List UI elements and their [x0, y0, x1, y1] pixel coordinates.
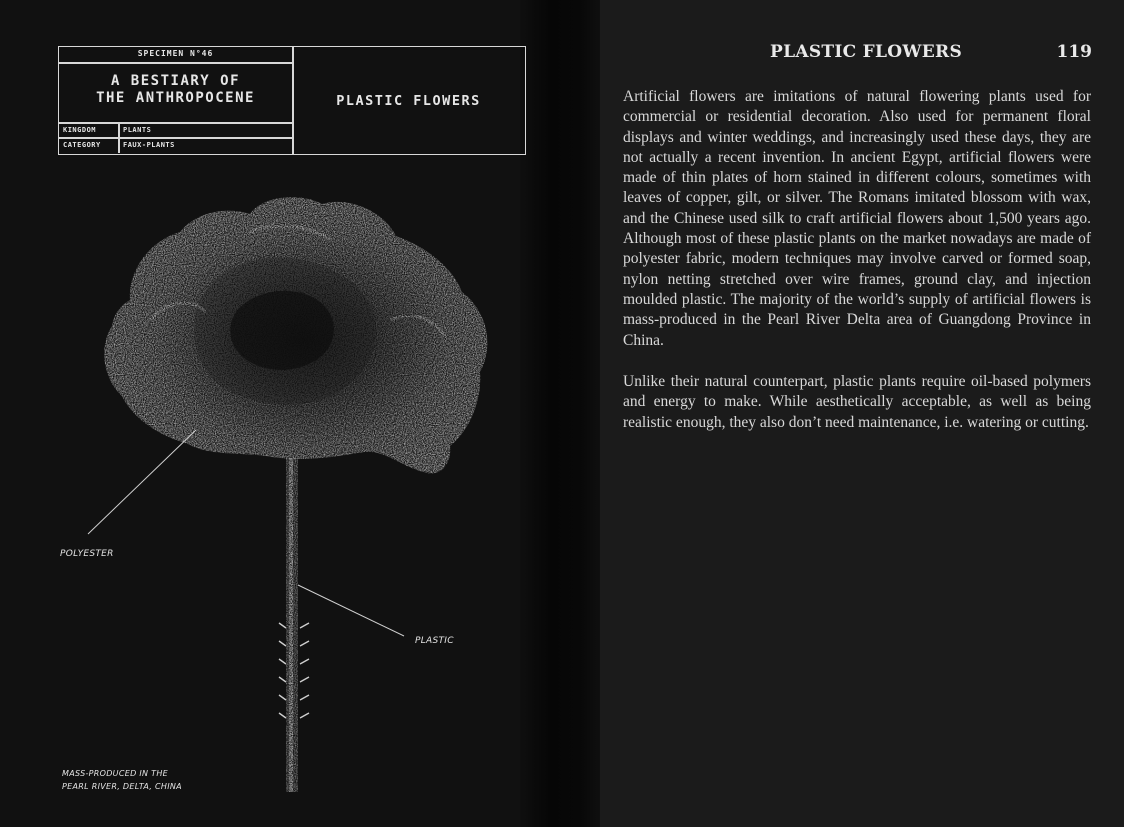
page-number: 119	[1056, 42, 1092, 62]
book-title-line: THE ANTHROPOCENE	[96, 90, 255, 106]
kingdom-value: PLANTS	[123, 126, 152, 134]
specimen-name: PLASTIC FLOWERS	[336, 92, 481, 109]
annotation-polyester: POLYESTER	[60, 549, 114, 559]
flower-stem	[286, 458, 298, 792]
category-label: CATEGORY	[63, 141, 101, 149]
body-paragraph: Artificial flowers are imitations of natural flowering plants used for commercial or residential decoration. Also used for permanent floral displays and winter weddings, and increasingly used these days, they are not actually a recent invention. In ancient Egypt, artificial flowers were made of thin plates of horn stained in different colours, sometimes with leaves of copper, gilt, or silver. The Romans imitated blossom with wax, and the Chinese used silk to craft artificial flowers about 1,500 years ago. Although most of these plastic plants on the market nowadays are made of polyester fabric, modern techniques may involve carved or formed soap, nylon netting stretched over wire frames, ground clay, and injection moulded plastic. The majority of the world’s supply of artificial flowers is mass-produced in the Pearl River Delta area of Guangdong Province in China.	[623, 88, 1091, 349]
annotation-origin-line: PEARL RIVER, DELTA, CHINA	[62, 782, 182, 791]
flower-head	[104, 197, 487, 473]
annotation-origin-line: MASS-PRODUCED IN THE	[62, 769, 169, 778]
annotation-plastic: PLASTIC	[415, 636, 454, 646]
annotation-leader-lines	[88, 430, 404, 636]
kingdom-label: KINGDOM	[63, 126, 97, 134]
book-title-line: A BESTIARY OF	[110, 73, 241, 89]
running-title: PLASTIC FLOWERS	[770, 42, 963, 62]
plastic-flower-illustration	[0, 0, 528, 827]
annotation-origin	[62, 767, 182, 793]
category-value: FAUX-PLANTS	[123, 141, 175, 149]
body-paragraph: Unlike their natural counterpart, plastic plants require oil-based polymers and energy to make. While aesthetically acceptable, as well as being realistic enough, they also don’t need maintenance, i.e. watering or cutting.	[623, 373, 1091, 431]
specimen-number: SPECIMEN N°46	[137, 49, 214, 58]
